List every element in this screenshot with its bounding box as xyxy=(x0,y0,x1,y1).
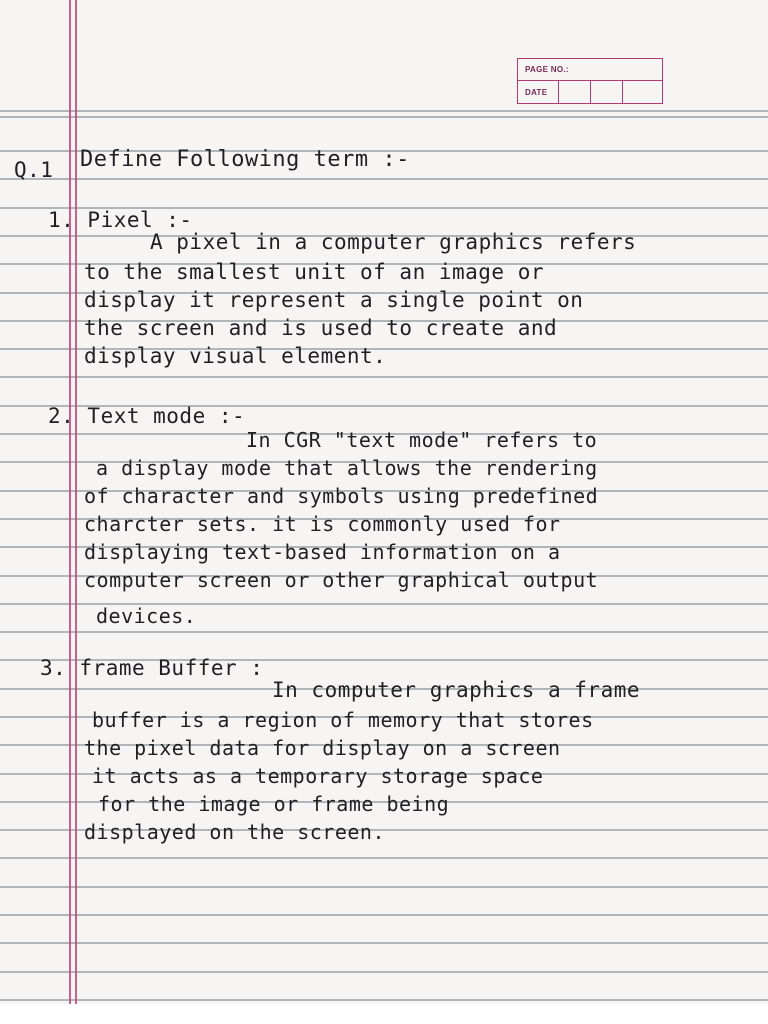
page-no-label: PAGE NO.: xyxy=(525,65,569,74)
section-line: the screen and is used to create and xyxy=(84,316,558,340)
section-heading: 1. Pixel :- xyxy=(48,208,193,232)
ruled-line xyxy=(0,376,768,378)
ruled-line xyxy=(0,178,768,180)
section-line: buffer is a region of memory that stores xyxy=(92,708,594,732)
ruled-line xyxy=(0,631,768,633)
section-line: of character and symbols using predefined xyxy=(84,484,599,508)
section-line: computer screen or other graphical output xyxy=(84,568,599,592)
section-line: displaying text-based information on a xyxy=(84,540,561,564)
question-number: Q.1 xyxy=(14,158,54,182)
question-title: Define Following term :- xyxy=(80,147,410,172)
ruled-line xyxy=(0,942,768,944)
section-line: In CGR "text mode" refers to xyxy=(246,428,598,452)
ruled-line xyxy=(0,110,768,112)
section-line: displayed on the screen. xyxy=(84,820,385,844)
ruled-line xyxy=(0,971,768,973)
section-heading: 3. frame Buffer : xyxy=(40,656,264,680)
ruled-line xyxy=(0,914,768,916)
section-line: a display mode that allows the rendering xyxy=(96,456,598,480)
section-line: to the smallest unit of an image or xyxy=(84,260,545,284)
section-line: In computer graphics a frame xyxy=(272,678,641,702)
date-cell-divider xyxy=(622,80,623,104)
section-line: the pixel data for display on a screen xyxy=(84,736,561,760)
section-line: charcter sets. it is commonly used for xyxy=(84,512,561,536)
margin-line xyxy=(69,0,71,1004)
section-heading: 2. Text mode :- xyxy=(48,404,246,428)
page-date-box xyxy=(517,58,663,104)
ruled-line xyxy=(0,886,768,888)
section-line: A pixel in a computer graphics refers xyxy=(150,230,637,254)
ruled-line xyxy=(0,999,768,1001)
date-cell-divider xyxy=(590,80,591,104)
date-label: DATE xyxy=(525,88,548,97)
section-line: display visual element. xyxy=(84,344,387,368)
section-line: devices. xyxy=(96,604,197,628)
ruled-line xyxy=(0,116,768,118)
ruled-line xyxy=(0,857,768,859)
date-cell-divider xyxy=(558,80,559,104)
margin-line xyxy=(75,0,77,1004)
section-line: display it represent a single point on xyxy=(84,288,584,312)
section-line: it acts as a temporary storage space xyxy=(92,764,544,788)
page-bottom-strip xyxy=(0,1004,768,1024)
section-line: for the image or frame being xyxy=(98,792,450,816)
